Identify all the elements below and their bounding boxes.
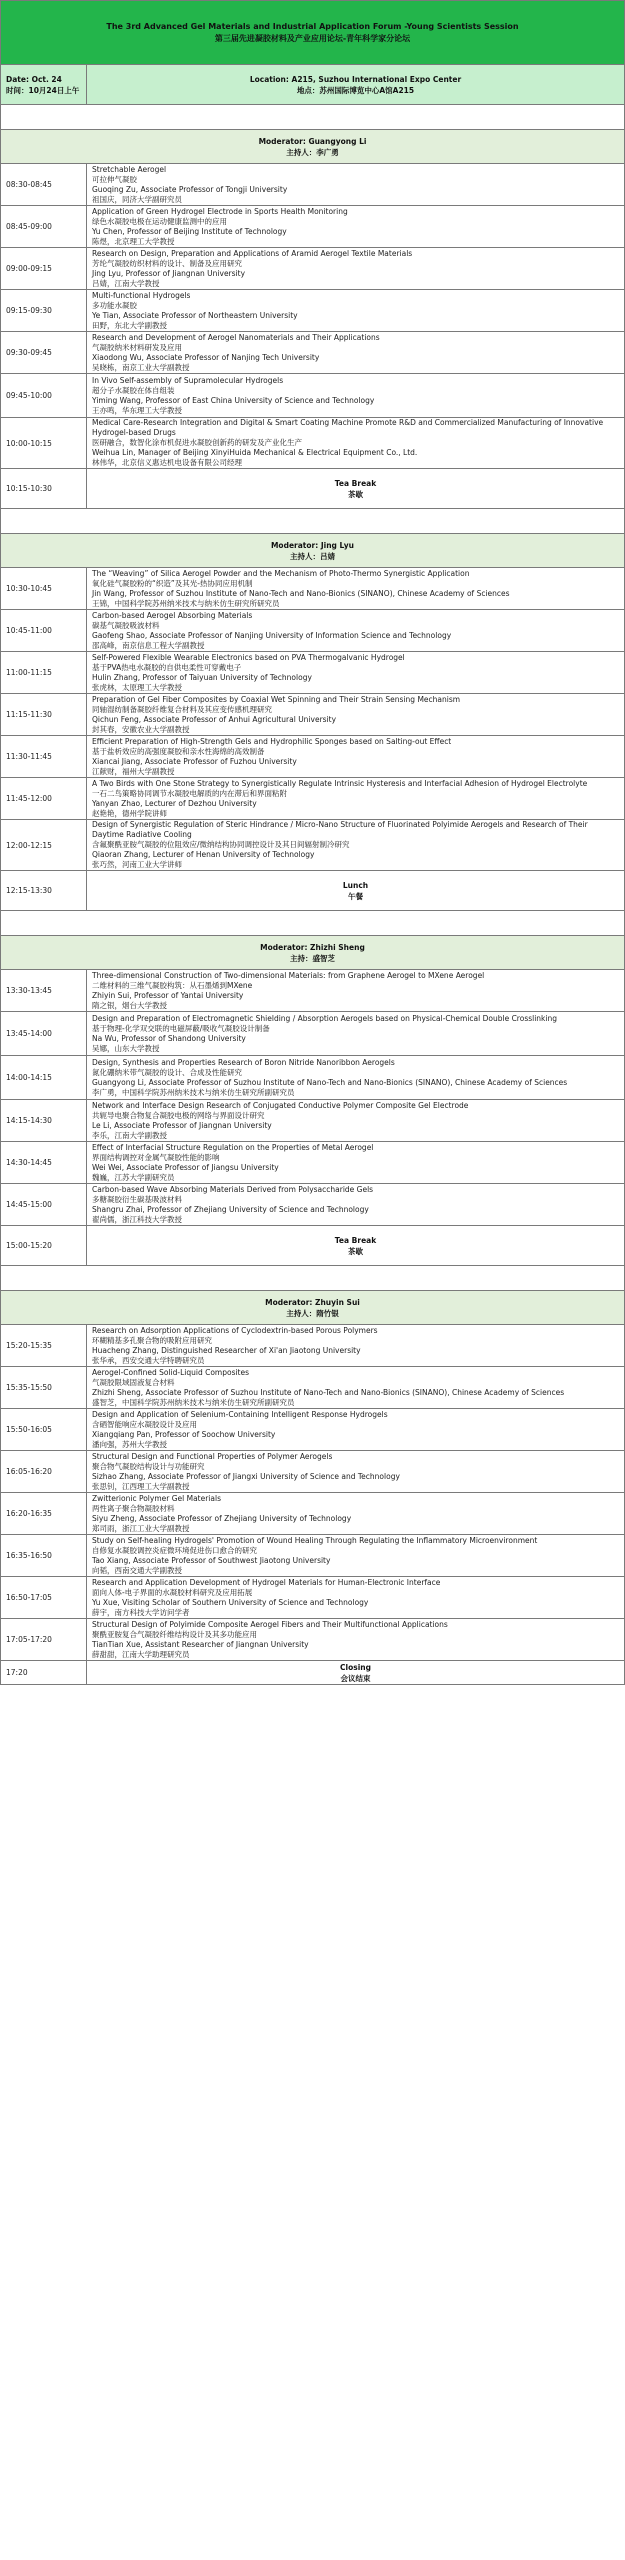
talk-time: 13:30-13:45: [1, 970, 87, 1012]
moderator-row: [1, 534, 625, 568]
speaker-cn: 江献财，福州大学副教授: [92, 766, 175, 776]
spacer-row: [1, 509, 625, 534]
speaker-cn: 薛宇，南方科技大学访问学者: [92, 1607, 190, 1617]
speaker-cn: 李广勇，中国科学院苏州纳米技术与纳米仿生研究所副研究员: [92, 1087, 295, 1097]
speaker-cn: 王锦，中国科学院苏州纳米技术与纳米仿生研究所研究员: [92, 598, 280, 608]
talk-time: 09:30-09:45: [1, 332, 87, 374]
talk-title-cn: 共轭导电聚合物复合凝胶电极的网络与界面设计研究: [92, 1110, 265, 1120]
talk-details: [87, 1325, 625, 1367]
talk-row: [1, 374, 625, 418]
talk-time: 12:00-12:15: [1, 820, 87, 871]
moderator-en: Moderator: Zhuyin Sui: [265, 1297, 360, 1307]
talk-title-en: Design, Synthesis and Properties Research of Boron Nitride Nanoribbon Aerogels: [92, 1057, 395, 1067]
talk-title-en: Three-dimensional Construction of Two-dimensional Materials: from Graphene Aerogel to MXene Aerogel: [92, 970, 485, 980]
talk-title-cn: 环糊精基多孔聚合物的吸附应用研究: [92, 1335, 212, 1345]
break-label-cn: 茶歇: [348, 489, 363, 499]
speaker-en: Guangyong Li, Associate Professor of Suzhou Institute of Nano-Tech and Nano-Bionics (SINANO), Chinese Academy of Sciences: [92, 1077, 568, 1087]
speaker-cn: 田野，东北大学副教授: [92, 320, 167, 330]
break-label-cn: 会议结束: [340, 1673, 371, 1683]
speaker-en: Xiaodong Wu, Associate Professor of Nanjing Tech University: [92, 352, 320, 362]
break-label-en: Tea Break: [334, 478, 377, 488]
moderator-cell: [1, 1291, 625, 1325]
moderator-cn: 主持：盛智芝: [290, 953, 335, 963]
talk-time: 10:30-10:45: [1, 568, 87, 610]
talk-row: [1, 1451, 625, 1493]
talk-time: 14:45-15:00: [1, 1184, 87, 1226]
talk-title-en: In Vivo Self-assembly of Supramolecular Hydrogels: [92, 375, 284, 385]
talk-title-cn: 超分子水凝胶在体自组装: [92, 385, 175, 395]
talk-row: [1, 1619, 625, 1661]
speaker-cn: 张华承，西安交通大学特聘研究员: [92, 1355, 205, 1365]
talk-details: [87, 1451, 625, 1493]
talk-time: 08:30-08:45: [1, 164, 87, 206]
talk-row: [1, 418, 625, 469]
speaker-cn: 祖国庆，同济大学副研究员: [92, 194, 182, 204]
talk-title-cn: 一石二鸟策略协同调节水凝胶电解质的内在滞后和界面粘附: [92, 788, 287, 798]
talk-row: [1, 332, 625, 374]
talk-title-cn: 两性离子聚合物凝胶材料: [92, 1503, 175, 1513]
talk-details: [87, 206, 625, 248]
break-label-cn: 茶歇: [348, 1246, 363, 1256]
break-row: [1, 1661, 625, 1685]
talk-title-en: Study on Self-healing Hydrogels' Promotion of Wound Healing Through Regulating the Inflammatory Microenvironment: [92, 1535, 538, 1545]
speaker-cn: 陈煜，北京理工大学教授: [92, 236, 175, 246]
talk-title-cn: 氧化硅气凝胶粉的“织造”及其光-热协同应用机制: [92, 578, 253, 588]
talk-row: [1, 652, 625, 694]
talk-row: [1, 1325, 625, 1367]
talk-row: [1, 1184, 625, 1226]
speaker-en: Hulin Zhang, Professor of Taiyuan University of Technology: [92, 672, 312, 682]
talk-time: 11:45-12:00: [1, 778, 87, 820]
talk-title-cn: 面向人体-电子界面的水凝胶材料研究及应用拓展: [92, 1587, 253, 1597]
talk-row: [1, 610, 625, 652]
location-en: Location: A215, Suzhou International Expo Center: [249, 74, 462, 84]
moderator-cn: 主持人：吕婧: [290, 551, 335, 561]
talk-title-en: Design of Synergistic Regulation of Steric Hindrance / Micro-Nano Structure of Fluorinated Polyimide Aerogels and Research of Their Daytime Radiative Cooling: [92, 820, 588, 839]
talk-time: 15:20-15:35: [1, 1325, 87, 1367]
talk-details: [87, 1367, 625, 1409]
talk-row: [1, 1012, 625, 1056]
speaker-en: Weihua Lin, Manager of Beijing XinyiHuida Mechanical & Electrical Equipment Co., Ltd.: [92, 448, 418, 457]
talk-row: [1, 290, 625, 332]
date-cn: 时间：10月24日上午: [6, 85, 80, 95]
talk-title-cn: 含硒智能响应水凝胶设计及应用: [92, 1419, 197, 1429]
talk-title-cn: 可拉伸气凝胶: [92, 174, 137, 184]
speaker-cn: 张思钊，江西理工大学副教授: [92, 1481, 190, 1491]
break-time: 12:15-13:30: [1, 871, 87, 911]
speaker-en: Jing Lyu, Professor of Jiangnan University: [92, 268, 246, 278]
break-label: [87, 1661, 625, 1685]
talk-time: 14:15-14:30: [1, 1100, 87, 1142]
talk-time: 16:35-16:50: [1, 1535, 87, 1577]
talk-time: 13:45-14:00: [1, 1012, 87, 1056]
talk-details: [87, 248, 625, 290]
speaker-en: Qichun Feng, Associate Professor of Anhui Agricultural University: [92, 714, 337, 724]
talk-title-cn: 多糖凝胶衍生碳基吸波材料: [92, 1194, 182, 1204]
break-time: 17:20: [1, 1661, 87, 1685]
talk-title-en: Structural Design and Functional Properties of Polymer Aerogels: [92, 1451, 333, 1461]
talk-title-cn: 基于PVA热电水凝胶的自供电柔性可穿戴电子: [92, 662, 242, 672]
talk-time: 14:30-14:45: [1, 1142, 87, 1184]
talk-time: 09:45-10:00: [1, 374, 87, 418]
speaker-en: Wei Wei, Associate Professor of Jiangsu University: [92, 1162, 279, 1172]
speaker-en: Tao Xiang, Associate Professor of Southwest Jiaotong University: [92, 1555, 331, 1565]
talk-details: [87, 1056, 625, 1100]
speaker-cn: 李乐，江南大学副教授: [92, 1130, 167, 1140]
talk-title-en: Efficient Preparation of High-Strength Gels and Hydrophilic Sponges based on Salting-out Effect: [92, 736, 452, 746]
talk-details: [87, 1577, 625, 1619]
talk-row: [1, 206, 625, 248]
spacer-cell: [1, 911, 625, 936]
moderator-en: Moderator: Zhizhi Sheng: [260, 942, 365, 952]
location-cell: [87, 65, 625, 105]
spacer-cell: [1, 105, 625, 130]
talk-time: 17:05-17:20: [1, 1619, 87, 1661]
talk-title-en: Multi-functional Hydrogels: [92, 290, 191, 300]
speaker-en: Yiming Wang, Professor of East China University of Science and Technology: [92, 395, 375, 405]
talk-time: 14:00-14:15: [1, 1056, 87, 1100]
talk-title-en: Structural Design of Polyimide Composite Aerogel Fibers and Their Multifunctional Applications: [92, 1619, 448, 1629]
talk-time: 15:35-15:50: [1, 1367, 87, 1409]
speaker-cn: 张虎林，太原理工大学教授: [92, 682, 182, 692]
talk-time: 15:50-16:05: [1, 1409, 87, 1451]
talk-title-cn: 绿色水凝胶电极在运动健康监测中的应用: [92, 216, 227, 226]
moderator-cell: [1, 534, 625, 568]
talk-title-en: Research and Application Development of Hydrogel Materials for Human-Electronic Interface: [92, 1577, 441, 1587]
talk-title-cn: 氮化硼纳米带气凝胶的设计、合成及性能研究: [92, 1067, 242, 1077]
talk-details: [87, 1184, 625, 1226]
speaker-cn: 隋之银，烟台大学教授: [92, 1000, 167, 1010]
break-label: [87, 469, 625, 509]
talk-title-en: Design and Preparation of Electromagnetic Shielding / Absorption Aerogels based on Physical-Chemical Double Crosslinking: [92, 1013, 557, 1023]
break-label-en: Lunch: [342, 880, 369, 890]
talk-title-en: Effect of Interfacial Structure Regulation on the Properties of Metal Aerogel: [92, 1142, 374, 1152]
talk-details: [87, 1493, 625, 1535]
talk-details: [87, 736, 625, 778]
moderator-row: [1, 130, 625, 164]
talk-details: [87, 1409, 625, 1451]
talk-time: 11:00-11:15: [1, 652, 87, 694]
talk-title-cn: 芳纶气凝胶纺织材料的设计、制备及应用研究: [92, 258, 242, 268]
speaker-cn: 张巧然，河南工业大学讲师: [92, 860, 182, 869]
break-time: 10:15-10:30: [1, 469, 87, 509]
talk-row: [1, 1409, 625, 1451]
talk-time: 09:00-09:15: [1, 248, 87, 290]
talk-time: 11:30-11:45: [1, 736, 87, 778]
break-time: 15:00-15:20: [1, 1226, 87, 1266]
talk-title-cn: 多功能水凝胶: [92, 300, 137, 310]
talk-details: [87, 1142, 625, 1184]
spacer-cell: [1, 509, 625, 534]
talk-details: [87, 652, 625, 694]
speaker-en: Guoqing Zu, Associate Professor of Tongji University: [92, 184, 288, 194]
talk-row: [1, 568, 625, 610]
talk-title-en: Zwitterionic Polymer Gel Materials: [92, 1493, 221, 1503]
talk-row: [1, 1367, 625, 1409]
moderator-row: [1, 1291, 625, 1325]
talk-title-cn: 含氟聚酰亚胺气凝胶的位阻效应/微纳结构协同调控设计及其日间辐射制冷研究: [92, 840, 350, 849]
talk-title-en: Research on Adsorption Applications of Cyclodextrin-based Porous Polymers: [92, 1325, 378, 1335]
speaker-en: Gaofeng Shao, Associate Professor of Nanjing University of Information Science and Technology: [92, 630, 452, 640]
speaker-cn: 王亦鸣，华东理工大学教授: [92, 405, 182, 415]
speaker-cn: 林伟华，北京信义惠达机电设备有限公司经理: [92, 458, 242, 467]
forum-title-cn: 第三届先进凝胶材料及产业应用论坛-青年科学家分论坛: [214, 33, 411, 43]
talk-title-en: Research and Development of Aerogel Nanomaterials and Their Applications: [92, 332, 380, 342]
talk-details: [87, 1619, 625, 1661]
talk-row: [1, 970, 625, 1012]
spacer-row: [1, 105, 625, 130]
talk-row: [1, 1493, 625, 1535]
break-label-en: Tea Break: [334, 1235, 377, 1245]
talk-row: [1, 1535, 625, 1577]
break-row: [1, 871, 625, 911]
talk-time: 10:45-11:00: [1, 610, 87, 652]
speaker-en: Shangru Zhai, Professor of Zhejiang University of Science and Technology: [92, 1204, 369, 1214]
moderator-cell: [1, 936, 625, 970]
talk-details: [87, 568, 625, 610]
talk-title-cn: 基于盐析效应的高强度凝胶和亲水性海绵的高效制备: [92, 746, 265, 756]
talk-details: [87, 1012, 625, 1056]
talk-row: [1, 736, 625, 778]
talk-details: [87, 164, 625, 206]
talk-details: [87, 778, 625, 820]
talk-title-en: A Two Birds with One Stone Strategy to Synergistically Regulate Intrinsic Hysteresis and Interfacial Adhesion of Hydrogel Electrolyte: [92, 778, 588, 788]
talk-details: [87, 820, 625, 871]
speaker-cn: 郑司雨，浙江工业大学副教授: [92, 1523, 190, 1533]
speaker-cn: 盛智芝，中国科学院苏州纳米技术与纳米仿生研究所副研究员: [92, 1397, 295, 1407]
speaker-cn: 吴娜，山东大学教授: [92, 1043, 160, 1053]
talk-title-cn: 医研融合，数智化涂布机促进水凝胶创新药的研发及产业化生产: [92, 438, 302, 447]
talk-title-cn: 基于物理-化学双交联的电磁屏蔽/吸收气凝胶设计制备: [92, 1023, 270, 1033]
talk-details: [87, 1535, 625, 1577]
location-cn: 地点：苏州国际博览中心A馆A215: [296, 85, 415, 95]
date-cell: [1, 65, 87, 105]
speaker-cn: 向韬，西南交通大学副教授: [92, 1565, 182, 1575]
speaker-cn: 翟尚儒，浙江科技大学教授: [92, 1214, 182, 1224]
speaker-cn: 潘向强，苏州大学教授: [92, 1439, 167, 1449]
break-label: [87, 871, 625, 911]
talk-title-en: Medical Care-Research Integration and Digital & Smart Coating Machine Promote R&D and Commercialized Manufacturing of Innovative Hydrogel-based Drugs: [92, 418, 604, 437]
speaker-cn: 吴晓栋，南京工业大学副教授: [92, 362, 190, 372]
speaker-cn: 吕婧，江南大学教授: [92, 278, 160, 288]
talk-title-en: Carbon-based Wave Absorbing Materials Derived from Polysaccharide Gels: [92, 1184, 374, 1194]
talk-details: [87, 418, 625, 469]
talk-details: [87, 1100, 625, 1142]
talk-title-cn: 聚酰亚胺复合气凝胶纤维结构设计及其多功能应用: [92, 1629, 257, 1639]
moderator-cell: [1, 130, 625, 164]
talk-time: 09:15-09:30: [1, 290, 87, 332]
talk-title-cn: 气凝胶限域固液复合材料: [92, 1377, 175, 1387]
talk-details: [87, 610, 625, 652]
talk-title-en: The “Weaving” of Silica Aerogel Powder and the Mechanism of Photo-Thermo Synergistic Application: [92, 568, 470, 578]
talk-title-en: Self-Powered Flexible Wearable Electronics based on PVA Thermogalvanic Hydrogel: [92, 652, 405, 662]
moderator-cn: 主持人：李广勇: [286, 147, 339, 157]
talk-title-en: Application of Green Hydrogel Electrode in Sports Health Monitoring: [92, 206, 348, 216]
break-row: [1, 469, 625, 509]
talk-title-en: Carbon-based Aerogel Absorbing Materials: [92, 610, 253, 620]
talk-details: [87, 970, 625, 1012]
talk-title-en: Aerogel-Confined Solid-Liquid Composites: [92, 1367, 250, 1377]
moderator-en: Moderator: Jing Lyu: [270, 540, 355, 550]
talk-details: [87, 332, 625, 374]
speaker-en: Xiancai Jiang, Associate Professor of Fuzhou University: [92, 756, 297, 766]
speaker-en: Qiaoran Zhang, Lecturer of Henan University of Technology: [92, 850, 315, 859]
talk-title-cn: 二维材料的三维气凝胶构筑：从石墨烯到MXene: [92, 980, 253, 990]
forum-title-en: The 3rd Advanced Gel Materials and Industrial Application Forum -Young Scientists Session: [106, 21, 519, 31]
talk-time: 10:00-10:15: [1, 418, 87, 469]
talk-row: [1, 1100, 625, 1142]
talk-row: [1, 1577, 625, 1619]
talk-row: [1, 694, 625, 736]
forum-title-row: [1, 1, 625, 65]
speaker-en: Huacheng Zhang, Distinguished Researcher of Xi'an Jiaotong University: [92, 1345, 361, 1355]
moderator-cn: 主持人：隋竹银: [286, 1308, 339, 1318]
speaker-en: Zhizhi Sheng, Associate Professor of Suzhou Institute of Nano-Tech and Nano-Bionics (SINANO), Chinese Academy of Sciences: [92, 1387, 565, 1397]
speaker-en: Ye Tian, Associate Professor of Northeastern University: [92, 310, 298, 320]
speaker-en: Siyu Zheng, Associate Professor of Zhejiang University of Technology: [92, 1513, 352, 1523]
speaker-en: Yu Xue, Visiting Scholar of Southern University of Science and Technology: [92, 1597, 369, 1607]
date-en: Date: Oct. 24: [6, 74, 62, 84]
speaker-cn: 封其春，安徽农业大学副教授: [92, 724, 190, 734]
talk-time: 16:50-17:05: [1, 1577, 87, 1619]
speaker-en: Zhiyin Sui, Professor of Yantai University: [92, 990, 244, 1000]
speaker-en: Yu Chen, Professor of Beijing Institute of Technology: [92, 226, 287, 236]
talk-title-cn: 自修复水凝胶调控炎症微环境促进伤口愈合的研究: [92, 1545, 257, 1555]
talk-title-cn: 聚合物气凝胶结构设计与功能研究: [92, 1461, 205, 1471]
speaker-cn: 赵艳艳，德州学院讲师: [92, 808, 167, 818]
talk-row: [1, 1142, 625, 1184]
talk-details: [87, 694, 625, 736]
talk-time: 08:45-09:00: [1, 206, 87, 248]
speaker-cn: 邵高峰，南京信息工程大学副教授: [92, 640, 205, 650]
break-label: [87, 1226, 625, 1266]
speaker-en: Xiangqiang Pan, Professor of Soochow University: [92, 1429, 276, 1439]
talk-row: [1, 820, 625, 871]
talk-title-cn: 界面结构调控对金属气凝胶性能的影响: [92, 1152, 220, 1162]
break-row: [1, 1226, 625, 1266]
spacer-row: [1, 1266, 625, 1291]
talk-title-en: Research on Design, Preparation and Applications of Aramid Aerogel Textile Materials: [92, 248, 413, 258]
speaker-cn: 薛甜甜，江南大学助理研究员: [92, 1649, 190, 1659]
date-location-row: [1, 65, 625, 105]
speaker-en: Le Li, Associate Professor of Jiangnan University: [92, 1120, 272, 1130]
talk-details: [87, 374, 625, 418]
speaker-cn: 魏巍，江苏大学副研究员: [92, 1172, 175, 1182]
talk-title-cn: 同轴湿纺制备凝胶纤维复合材料及其应变传感机理研究: [92, 704, 272, 714]
talk-time: 16:05-16:20: [1, 1451, 87, 1493]
talk-title-cn: 气凝胶纳米材料研发及应用: [92, 342, 182, 352]
moderator-row: [1, 936, 625, 970]
talk-time: 11:15-11:30: [1, 694, 87, 736]
talk-details: [87, 290, 625, 332]
break-label-cn: 午餐: [348, 891, 363, 901]
talk-row: [1, 164, 625, 206]
speaker-en: TianTian Xue, Assistant Researcher of Jiangnan University: [92, 1639, 309, 1649]
moderator-en: Moderator: Guangyong Li: [258, 136, 367, 146]
break-label-en: Closing: [340, 1662, 371, 1672]
talk-title-en: Preparation of Gel Fiber Composites by Coaxial Wet Spinning and Their Strain Sensing Mechanism: [92, 694, 461, 704]
talk-row: [1, 248, 625, 290]
speaker-en: Yanyan Zhao, Lecturer of Dezhou University: [92, 798, 257, 808]
talk-title-en: Network and Interface Design Research of Conjugated Conductive Polymer Composite Gel Electrode: [92, 1100, 469, 1110]
talk-row: [1, 1056, 625, 1100]
speaker-en: Sizhao Zhang, Associate Professor of Jiangxi University of Science and Technology: [92, 1471, 400, 1481]
forum-title: [1, 1, 625, 65]
speaker-en: Na Wu, Professor of Shandong University: [92, 1033, 246, 1043]
spacer-row: [1, 911, 625, 936]
talk-title-en: Design and Application of Selenium-Containing Intelligent Response Hydrogels: [92, 1409, 388, 1419]
spacer-cell: [1, 1266, 625, 1291]
talk-title-cn: 碳基气凝胶吸波材料: [92, 620, 160, 630]
talk-row: [1, 778, 625, 820]
speaker-en: Jin Wang, Professor of Suzhou Institute of Nano-Tech and Nano-Bionics (SINANO), Chinese Academy of Sciences: [92, 588, 510, 598]
talk-time: 16:20-16:35: [1, 1493, 87, 1535]
talk-title-en: Stretchable Aerogel: [92, 164, 167, 174]
